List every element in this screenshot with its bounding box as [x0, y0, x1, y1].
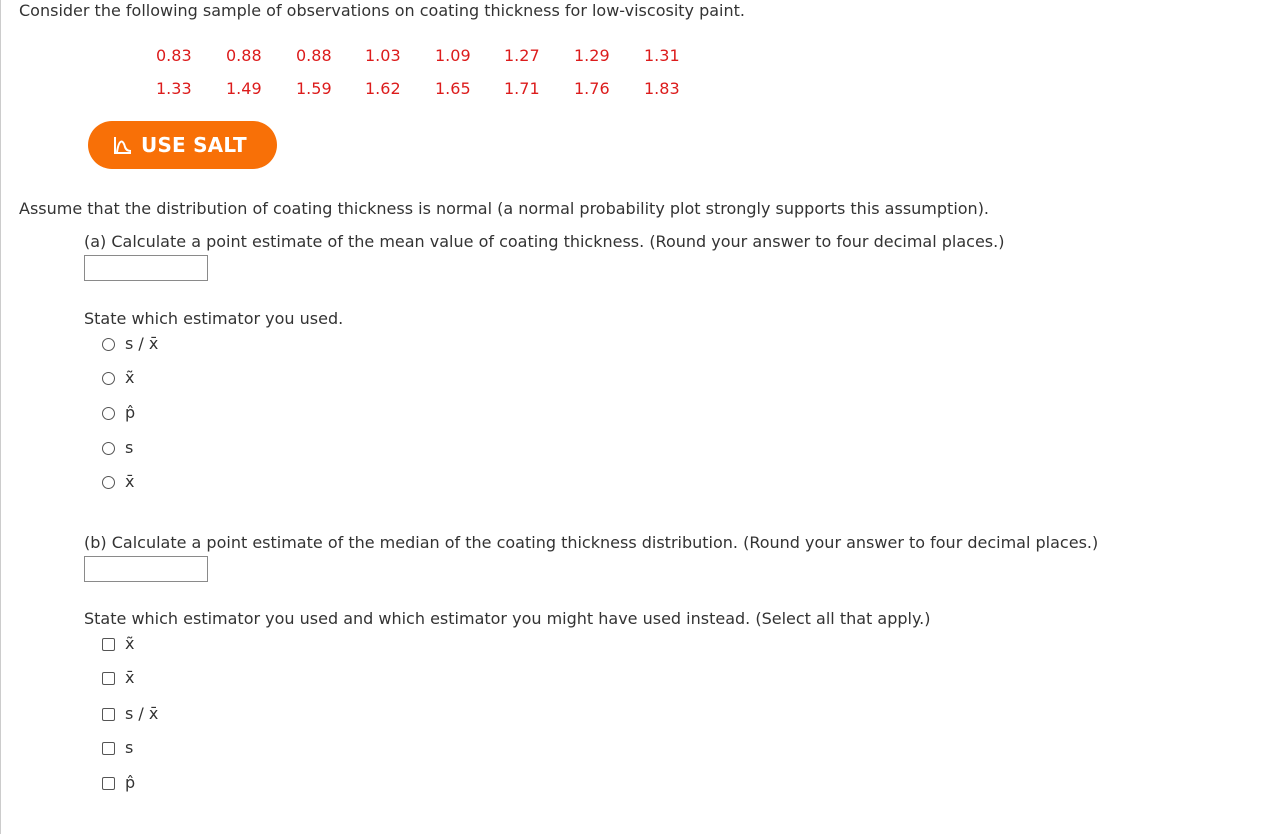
option-label: x̃ [125, 634, 135, 653]
checkbox[interactable] [102, 672, 115, 685]
radio-button[interactable] [102, 476, 115, 489]
part-a-answer-input[interactable] [84, 255, 208, 281]
data-value: 1.65 [435, 79, 471, 98]
data-value: 1.09 [435, 46, 471, 65]
part-a-option-s-over-xbar[interactable] [102, 333, 158, 355]
part-b-estimator-prompt: State which estimator you used and which estimator you might have used instead. (Select all that apply.) [84, 609, 931, 628]
data-value: 1.33 [156, 79, 192, 98]
option-label: s [125, 738, 134, 757]
option-label: x̄ [125, 668, 135, 687]
data-value: 1.31 [644, 46, 680, 65]
salt-chart-icon [113, 135, 133, 155]
left-border [0, 0, 1, 834]
data-value: 0.88 [296, 46, 332, 65]
part-a-estimator-prompt: State which estimator you used. [84, 309, 344, 328]
part-b-option-x-tilde[interactable] [102, 633, 134, 655]
option-label: s [125, 438, 134, 457]
option-label: s / x̄ [125, 334, 159, 353]
checkbox[interactable] [102, 742, 115, 755]
part-b-answer-input[interactable] [84, 556, 208, 582]
part-b-question: (b) Calculate a point estimate of the median of the coating thickness distribution. (Round your answer to four decimal places.) [84, 533, 1099, 552]
part-b-option-s-over-xbar[interactable] [102, 703, 158, 725]
data-value: 1.27 [504, 46, 540, 65]
option-label: x̃ [125, 368, 135, 387]
data-value: 1.62 [365, 79, 401, 98]
use-salt-button[interactable] [88, 121, 277, 169]
data-value: 1.29 [574, 46, 610, 65]
data-value: 1.59 [296, 79, 332, 98]
radio-button[interactable] [102, 372, 115, 385]
checkbox[interactable] [102, 638, 115, 651]
data-value: 0.88 [226, 46, 262, 65]
assumption-text: Assume that the distribution of coating thickness is normal (a normal probability plot strongly supports this assumption). [19, 199, 990, 218]
radio-button[interactable] [102, 407, 115, 420]
part-b-option-p-hat[interactable] [102, 772, 135, 794]
data-value: 0.83 [156, 46, 192, 65]
part-a-option-x-bar[interactable] [102, 471, 134, 493]
part-a-option-p-hat[interactable] [102, 402, 135, 424]
radio-button[interactable] [102, 442, 115, 455]
part-a-option-x-tilde[interactable] [102, 367, 134, 389]
option-label: p̂ [125, 403, 136, 422]
part-b-option-x-bar[interactable] [102, 667, 134, 689]
intro-text: Consider the following sample of observations on coating thickness for low-viscosity paint. [19, 1, 745, 20]
option-label: x̄ [125, 472, 135, 491]
part-a-option-s[interactable] [102, 437, 133, 459]
checkbox[interactable] [102, 708, 115, 721]
data-value: 1.03 [365, 46, 401, 65]
part-a-question: (a) Calculate a point estimate of the mean value of coating thickness. (Round your answer to four decimal places.) [84, 232, 1005, 251]
radio-button[interactable] [102, 338, 115, 351]
data-value: 1.49 [226, 79, 262, 98]
use-salt-label: USE SALT [141, 133, 247, 157]
option-label: s / x̄ [125, 704, 159, 723]
option-label: p̂ [125, 773, 136, 792]
data-value: 1.71 [504, 79, 540, 98]
data-value: 1.76 [574, 79, 610, 98]
part-b-option-s[interactable] [102, 737, 133, 759]
checkbox[interactable] [102, 777, 115, 790]
data-value: 1.83 [644, 79, 680, 98]
